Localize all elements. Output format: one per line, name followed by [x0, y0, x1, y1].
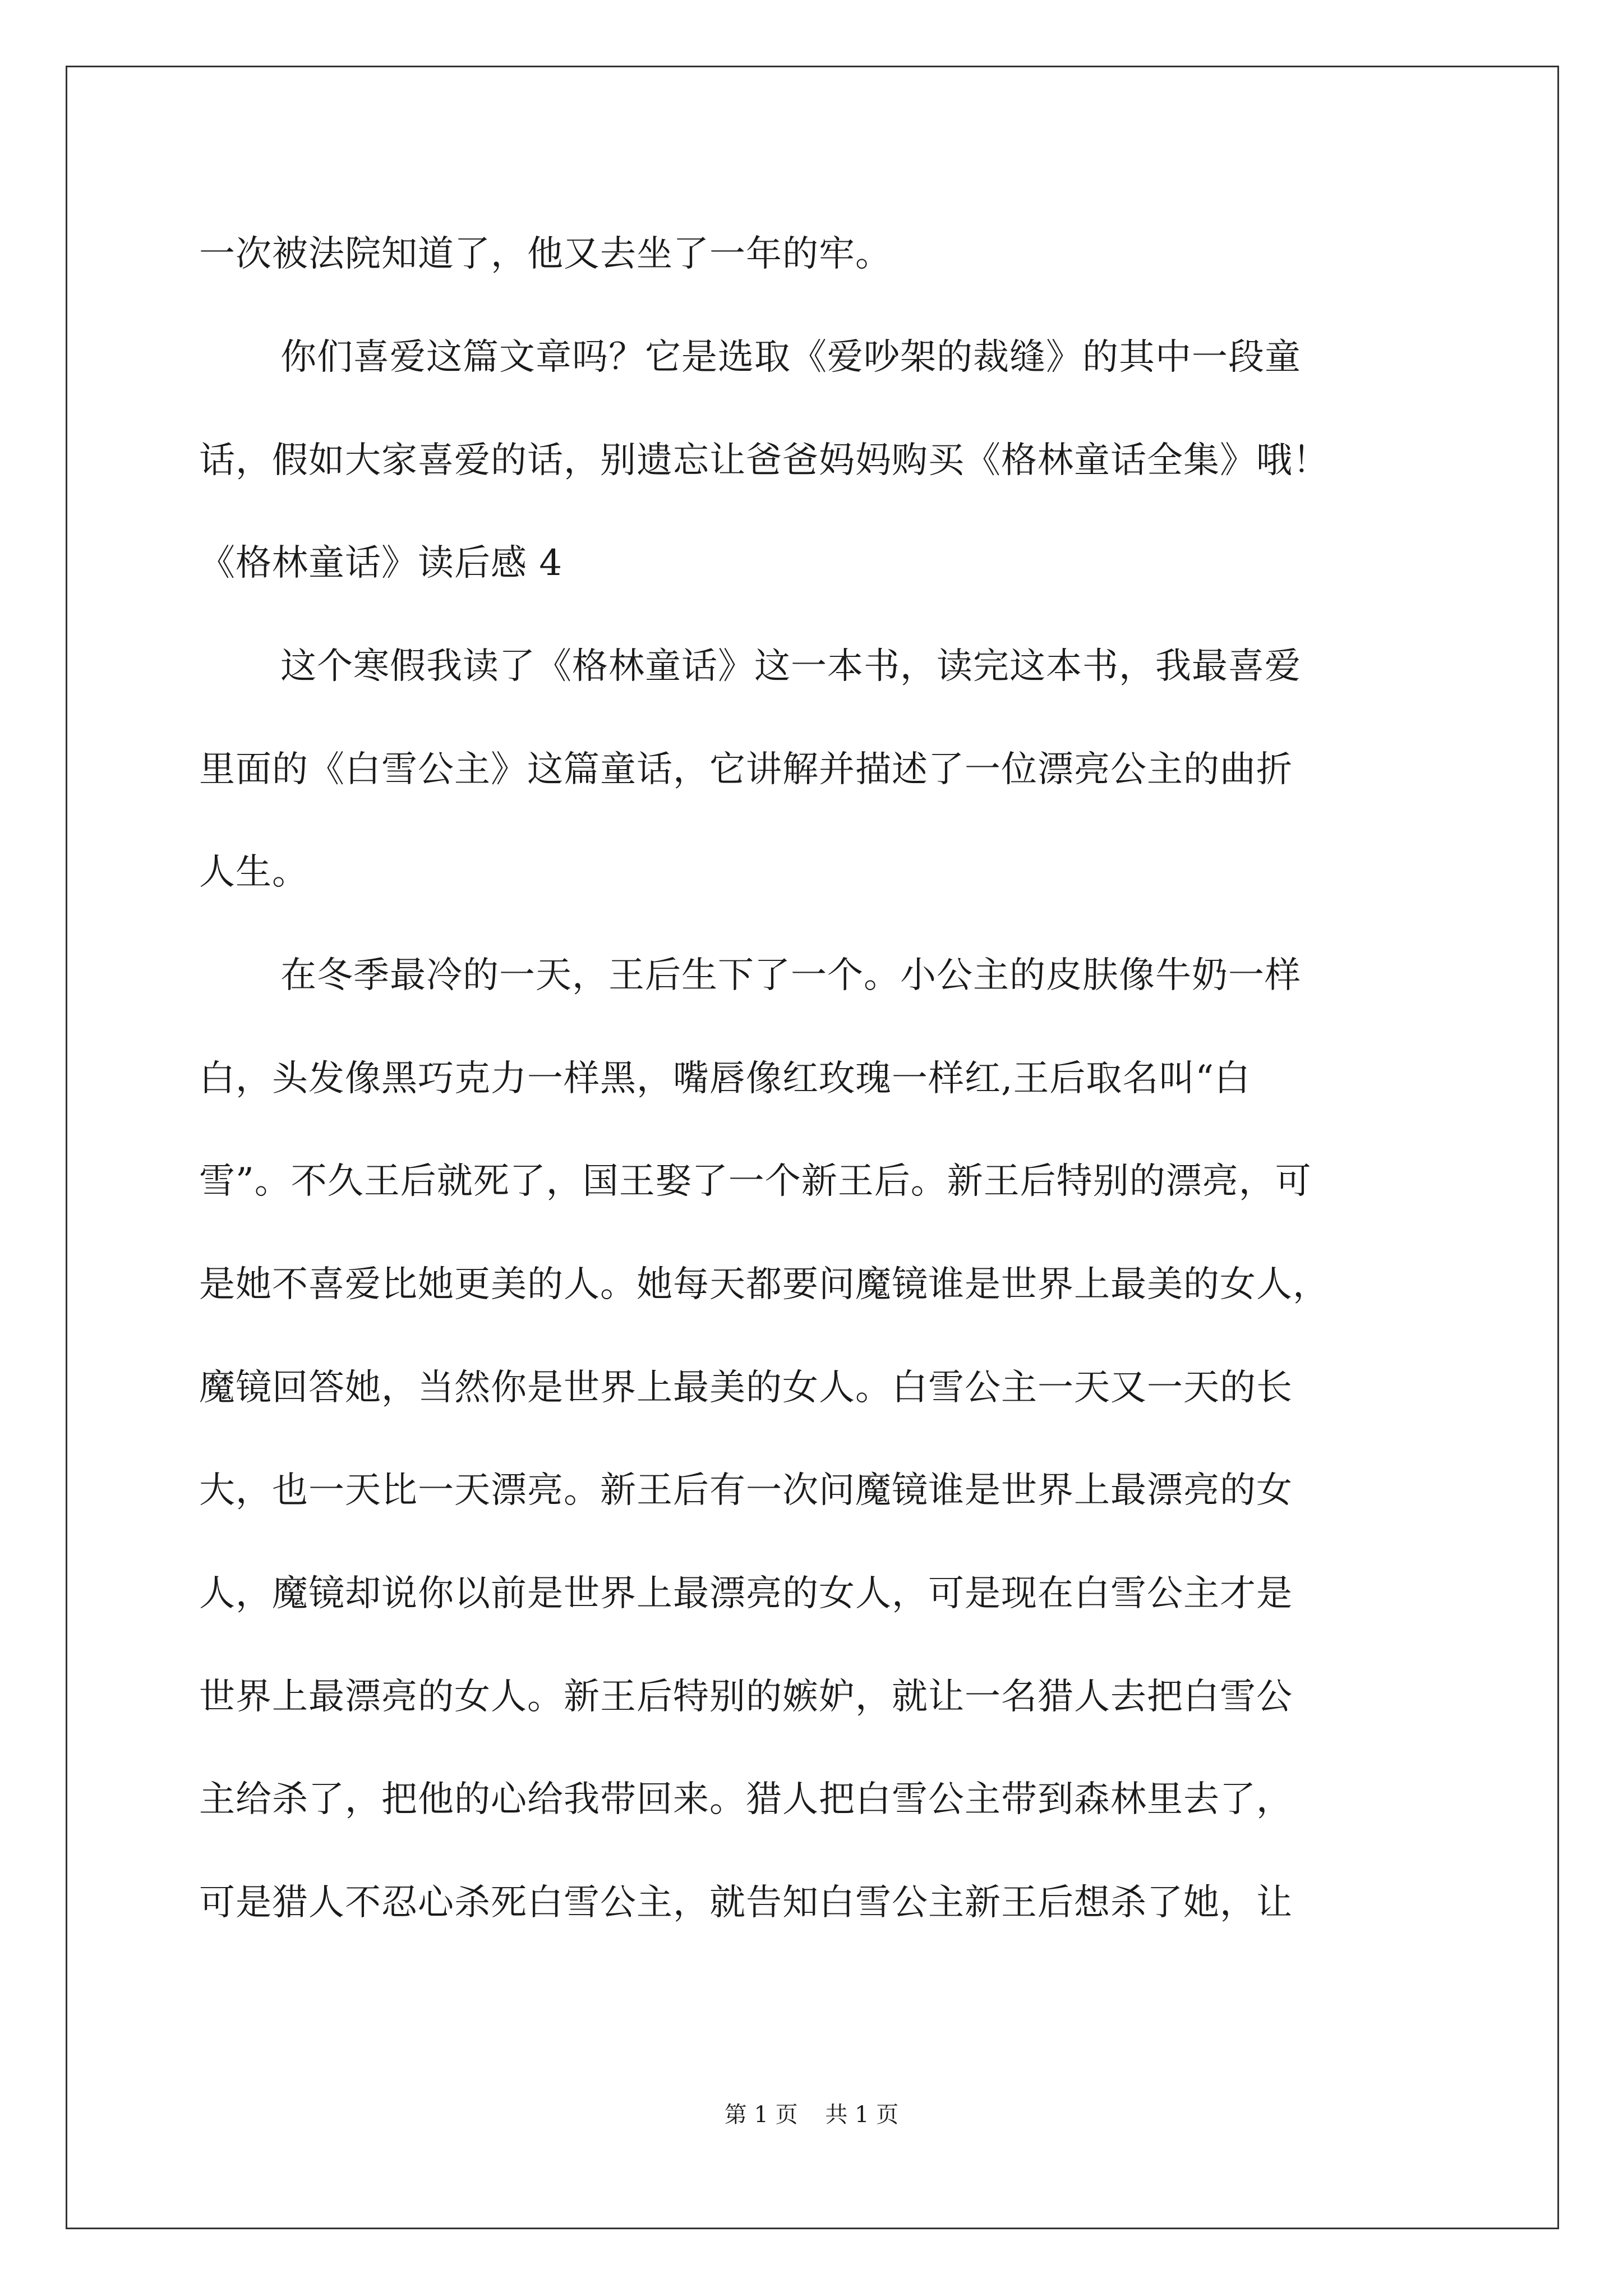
text-line-3: 话，假如大家喜爱的话，别遗忘让爸爸妈妈购买《格林童话全集》哦！ — [199, 440, 1329, 481]
text-line-13: 大，也一天比一天漂亮。新王后有一次问魔镜谁是世界上最漂亮的女 — [199, 1470, 1293, 1511]
text-line-5: 这个寒假我读了《格林童话》这一本书，读完这本书，我最喜爱 — [280, 646, 1301, 687]
text-line-14: 人，魔镜却说你以前是世界上最漂亮的女人，可是现在白雪公主才是 — [199, 1573, 1293, 1614]
text-line-16: 主给杀了，把他的心给我带回来。猎人把白雪公主带到森林里去了， — [199, 1779, 1293, 1820]
text-line-8: 在冬季最冷的一天，王后生下了一个。小公主的皮肤像牛奶一样 — [280, 955, 1301, 996]
page-number: 第 1 页 — [724, 2102, 798, 2128]
text-line-1: 一次被法院知道了，他又去坐了一年的牢。 — [199, 233, 892, 275]
text-line-9: 白，头发像黑巧克力一样黑，嘴唇像红玫瑰一样红,王后取名叫“白 — [199, 1058, 1251, 1099]
text-line-2: 你们喜爱这篇文章吗？它是选取《爱吵架的裁缝》的其中一段童 — [280, 337, 1301, 378]
text-line-10: 雪”。不久王后就死了，国王娶了一个新王后。新王后特别的漂亮，可 — [199, 1161, 1312, 1202]
text-line-15: 世界上最漂亮的女人。新王后特别的嫉妒，就让一名猎人去把白雪公 — [199, 1676, 1293, 1718]
text-line-12: 魔镜回答她，当然你是世界上最美的女人。白雪公主一天又一天的长 — [199, 1367, 1293, 1409]
text-line-11: 是她不喜爱比她更美的人。她每天都要问魔镜谁是世界上最美的女人， — [199, 1264, 1329, 1305]
text-line-7: 人生。 — [199, 852, 308, 893]
text-line-6: 里面的《白雪公主》这篇童话，它讲解并描述了一位漂亮公主的曲折 — [199, 749, 1293, 790]
page-total: 共 1 页 — [825, 2102, 899, 2128]
page-footer — [0, 2101, 1623, 2129]
text-line-17: 可是猎人不忍心杀死白雪公主，就告知白雪公主新王后想杀了她，让 — [199, 1882, 1293, 1924]
section-heading: 《格林童话》读后感 4 — [199, 542, 563, 584]
